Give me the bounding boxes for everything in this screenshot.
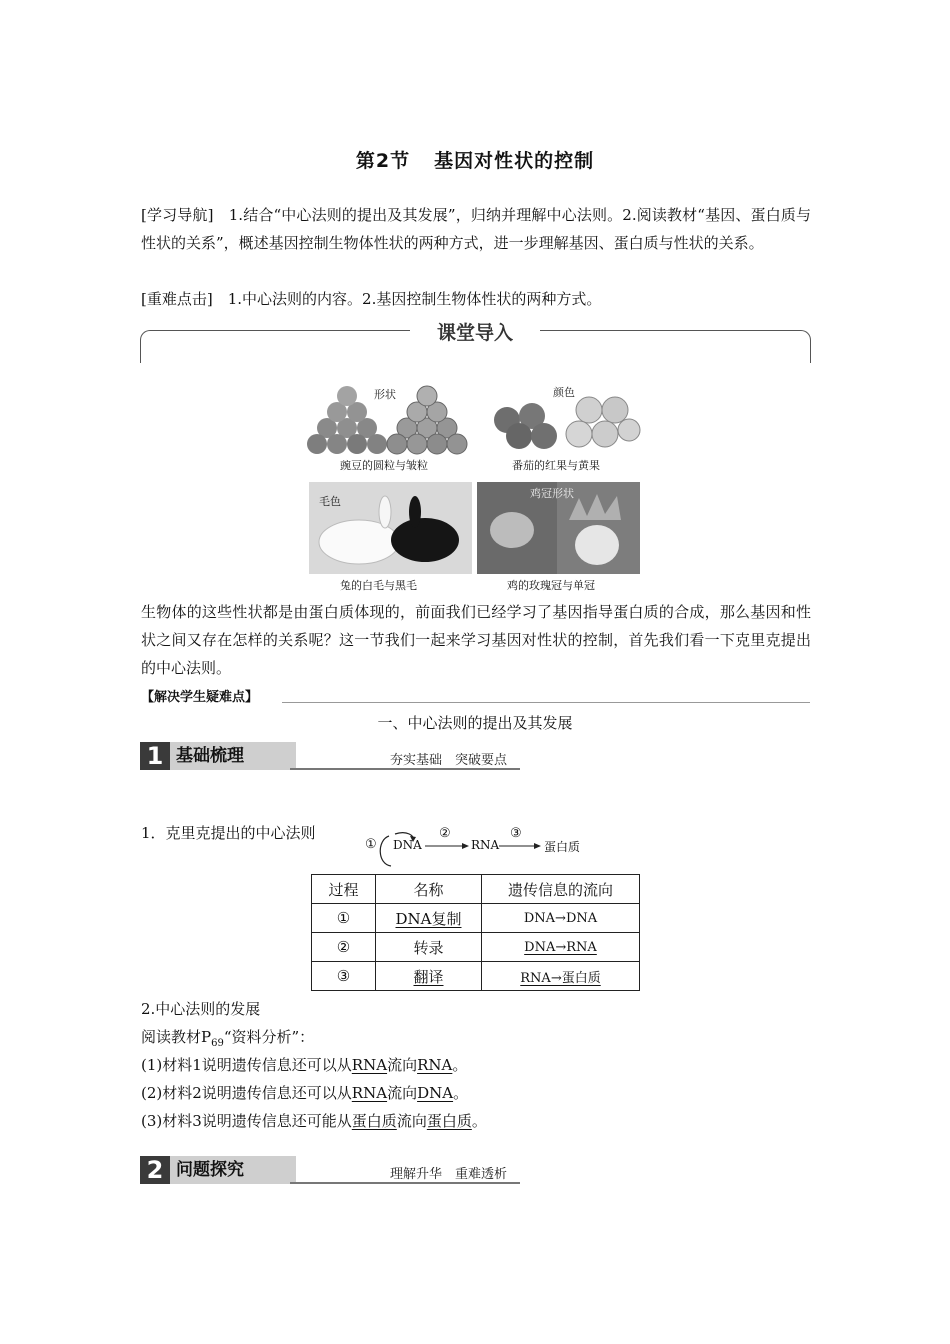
table-cell: DNA→DNA bbox=[482, 904, 640, 933]
tag-title: 基础梳理 bbox=[170, 742, 296, 770]
node-dna: DNA bbox=[393, 838, 422, 852]
table-header: 遗传信息的流向 bbox=[482, 875, 640, 904]
section-name: 基因对性状的控制 bbox=[434, 150, 595, 172]
table-header: 过程 bbox=[312, 875, 376, 904]
node-protein: 蛋白质 bbox=[544, 840, 581, 854]
table-cell: 转录 bbox=[376, 933, 482, 962]
table-row bbox=[312, 933, 640, 962]
tomato-illustration bbox=[494, 397, 640, 449]
caption-rabbit: 兔的白毛与黑毛 bbox=[340, 579, 417, 592]
guide-label: [学习导航] bbox=[141, 206, 214, 224]
learning-guide bbox=[141, 201, 811, 257]
node-rna: RNA bbox=[471, 838, 500, 852]
label-color: 颜色 bbox=[553, 386, 575, 399]
table-cell bbox=[482, 933, 640, 962]
read-page: 69 bbox=[211, 1038, 224, 1049]
material-text: 流向 bbox=[396, 1112, 427, 1130]
label-comb: 鸡冠形状 bbox=[530, 487, 574, 500]
keypoints-label: [重难点击] bbox=[141, 290, 213, 308]
material-answer: RNA bbox=[351, 1056, 388, 1074]
table-answer: 翻译 bbox=[413, 967, 444, 986]
tag-number: 1 bbox=[140, 742, 170, 770]
material-3 bbox=[141, 1110, 487, 1132]
material-answer: RNA bbox=[351, 1084, 388, 1102]
item-1-heading: 1．克里克提出的中心法则 bbox=[141, 824, 316, 842]
process-table bbox=[311, 874, 640, 991]
table-cell: ② bbox=[312, 933, 376, 962]
read-post: “资料分析”： bbox=[223, 1028, 315, 1046]
material-text: 流向 bbox=[387, 1056, 418, 1074]
table-answer: DNA→RNA bbox=[524, 939, 597, 955]
table-answer: RNA→蛋白质 bbox=[520, 970, 601, 986]
tag-underline bbox=[290, 1182, 520, 1184]
table-cell bbox=[376, 962, 482, 991]
section-heading: 【解决学生疑难点】 bbox=[141, 690, 259, 705]
intro-paragraph: 生物体的这些性状都是由蛋白质体现的，前面我们已经学习了基因指导蛋白质的合成，那么基因和性状之间又存在怎样的关系呢？这一节我们一起来学习基因对性状的控制，首先我们看一下克里克提出的中心法则。 bbox=[141, 603, 811, 677]
material-answer: RNA bbox=[417, 1056, 453, 1074]
page-title bbox=[0, 146, 950, 173]
material-text: (1)材料1说明遗传信息还可以从 bbox=[141, 1056, 352, 1074]
caption-pea: 豌豆的圆粒与皱粒 bbox=[340, 459, 428, 472]
material-answer: 蛋白质 bbox=[351, 1112, 397, 1130]
circ-1: ① bbox=[365, 837, 377, 852]
material-1 bbox=[141, 1054, 467, 1076]
material-text: 。 bbox=[453, 1084, 469, 1102]
table-answer: DNA复制 bbox=[395, 909, 462, 928]
material-text: (3)材料3说明遗传信息还可能从 bbox=[141, 1112, 352, 1130]
central-dogma-diagram bbox=[365, 826, 595, 870]
section-divider bbox=[282, 702, 810, 703]
table-row bbox=[312, 904, 640, 933]
table-row bbox=[312, 962, 640, 991]
label-shape: 形状 bbox=[374, 388, 396, 401]
table-cell: ③ bbox=[312, 962, 376, 991]
table-cell: ① bbox=[312, 904, 376, 933]
section-number: 第2节 bbox=[355, 150, 411, 172]
tag-inquiry bbox=[140, 1156, 520, 1186]
tag-subtitle: 理解升华 重难透析 bbox=[390, 1167, 508, 1182]
key-points bbox=[141, 285, 811, 313]
trait-illustrations bbox=[307, 380, 642, 592]
table-header-row bbox=[312, 875, 640, 904]
label-fur: 毛色 bbox=[319, 495, 341, 508]
caption-chicken: 鸡的玫瑰冠与单冠 bbox=[507, 579, 595, 592]
item-2-heading: 2.中心法则的发展 bbox=[141, 1000, 261, 1018]
tag-title: 问题探究 bbox=[170, 1156, 296, 1184]
circ-3: ③ bbox=[510, 826, 522, 841]
tag-subtitle: 夯实基础 突破要点 bbox=[390, 753, 508, 768]
tag-basics bbox=[140, 742, 520, 772]
class-intro-banner bbox=[140, 318, 811, 364]
guide-text: 1.结合“中心法则的提出及其发展”，归纳并理解中心法则。2.阅读教材“基因、蛋白质与性状的关系”，概述基因控制生物体性状的两种方式，进一步理解基因、蛋白质与性状的关系。 bbox=[141, 206, 811, 252]
read-pre: 阅读教材P bbox=[141, 1028, 212, 1046]
caption-tomato: 番茄的红果与黄果 bbox=[512, 459, 600, 472]
material-text: 。 bbox=[471, 1112, 487, 1130]
table-cell bbox=[482, 962, 640, 991]
tag-number: 2 bbox=[140, 1156, 170, 1184]
subheading: 一、中心法则的提出及其发展 bbox=[377, 714, 573, 732]
material-text: (2)材料2说明遗传信息还可以从 bbox=[141, 1084, 352, 1102]
material-answer: 蛋白质 bbox=[426, 1112, 472, 1130]
material-text: 。 bbox=[452, 1056, 468, 1074]
table-header: 名称 bbox=[376, 875, 482, 904]
material-text: 流向 bbox=[387, 1084, 418, 1102]
material-answer: DNA bbox=[417, 1084, 454, 1102]
table-cell bbox=[376, 904, 482, 933]
keypoints-text: 1.中心法则的内容。2.基因控制生物体性状的两种方式。 bbox=[227, 290, 602, 308]
banner-title: 课堂导入 bbox=[410, 318, 540, 345]
tag-underline bbox=[290, 768, 520, 770]
material-2 bbox=[141, 1082, 468, 1104]
read-instruction bbox=[141, 1026, 314, 1055]
circ-2: ② bbox=[439, 826, 451, 841]
trait-figure bbox=[307, 380, 642, 592]
